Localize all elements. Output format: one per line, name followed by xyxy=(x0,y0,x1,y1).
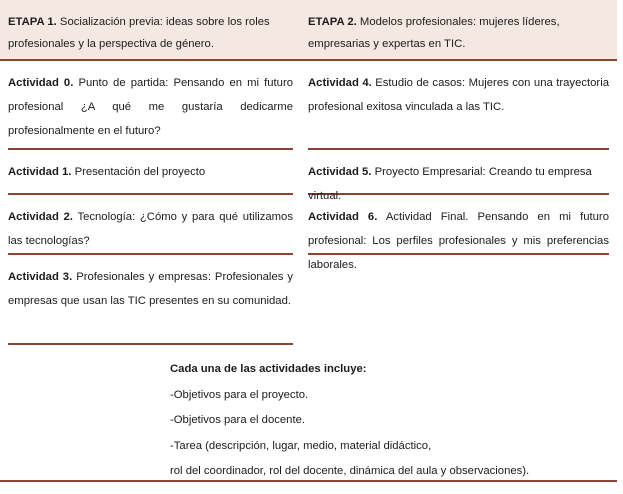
etapa-1-label: ETAPA 1. xyxy=(8,16,57,28)
footer-item: rol del coordinador, rol del docente, dinámica del aula y observaciones). xyxy=(170,465,530,477)
activity-0-text xyxy=(8,61,293,149)
activity-2-description: Tecnología: ¿Cómo y para qué utilizamos las tecnologías? xyxy=(8,211,293,247)
activity-5-label: Actividad 5. xyxy=(308,166,372,178)
etapa-2-description: Modelos profesionales: mujeres líderes, empresarias y expertas en TIC. xyxy=(308,16,560,50)
header-cell-etapa-1 xyxy=(0,0,303,55)
activity-5-description: Proyecto Empresarial: Creando tu empresa virtual. xyxy=(308,166,592,202)
activity-2-label: Actividad 2. xyxy=(8,211,73,223)
etapa-2-label: ETAPA 2. xyxy=(308,16,357,28)
activity-4-text xyxy=(308,61,609,125)
etapa-1-text xyxy=(8,0,293,55)
activity-0-description: Punto de partida: Pensando en mi futuro profesional ¿A qué me gustaría dedicarme profesionalmente en el futuro? xyxy=(8,77,293,137)
right-activity-column xyxy=(303,61,617,345)
footer-item: -Tarea (descripción, lugar, medio, material didáctico, xyxy=(170,439,432,452)
table-row xyxy=(308,61,609,150)
activity-6-description: Actividad Final. Pensando en mi futuro profesional: Los perfiles profesionales y mis preferencias laborales. xyxy=(308,211,609,271)
activity-4-description: Estudio de casos: Mujeres con una trayectoria profesional exitosa vinculada a las TIC. xyxy=(308,77,609,113)
footer-block xyxy=(0,345,617,482)
empty-cell xyxy=(308,255,609,271)
table-row xyxy=(8,195,293,255)
left-activity-column xyxy=(0,61,303,345)
footer-item: -Objetivos para el proyecto. xyxy=(170,388,309,401)
table-row xyxy=(308,195,609,271)
activity-6-label: Actividad 6. xyxy=(308,211,378,223)
table-header-band xyxy=(0,0,617,61)
footer-title: Cada una de las actividades incluye: xyxy=(170,363,367,375)
etapa-2-text xyxy=(308,0,609,55)
table-row xyxy=(8,255,293,345)
body-columns xyxy=(0,61,617,345)
activity-3-description: Profesionales y empresas: Profesionales y empresas que usan las TIC presentes en su comunidad. xyxy=(8,271,293,307)
activity-3-text xyxy=(8,255,293,319)
footer-item: -Objetivos para el docente. xyxy=(170,414,306,426)
header-cell-etapa-2 xyxy=(303,0,617,55)
activity-3-label: Actividad 3. xyxy=(8,271,73,283)
footer-content xyxy=(0,345,617,485)
activity-1-description: Presentación del proyecto xyxy=(74,166,206,178)
header-columns xyxy=(0,0,617,55)
table-row xyxy=(8,150,293,195)
table-row xyxy=(308,150,609,202)
table-row xyxy=(8,61,293,150)
etapa-1-description: Socialización previa: ideas sobre los roles profesionales y la perspectiva de género. xyxy=(8,16,270,50)
table-row-empty xyxy=(308,255,609,345)
activity-1-label: Actividad 1. xyxy=(8,166,72,178)
activity-1-text xyxy=(8,150,293,190)
activity-0-label: Actividad 0. xyxy=(8,77,74,89)
table-body xyxy=(0,61,617,345)
activity-4-label: Actividad 4. xyxy=(308,77,372,89)
activity-2-text xyxy=(8,195,293,259)
